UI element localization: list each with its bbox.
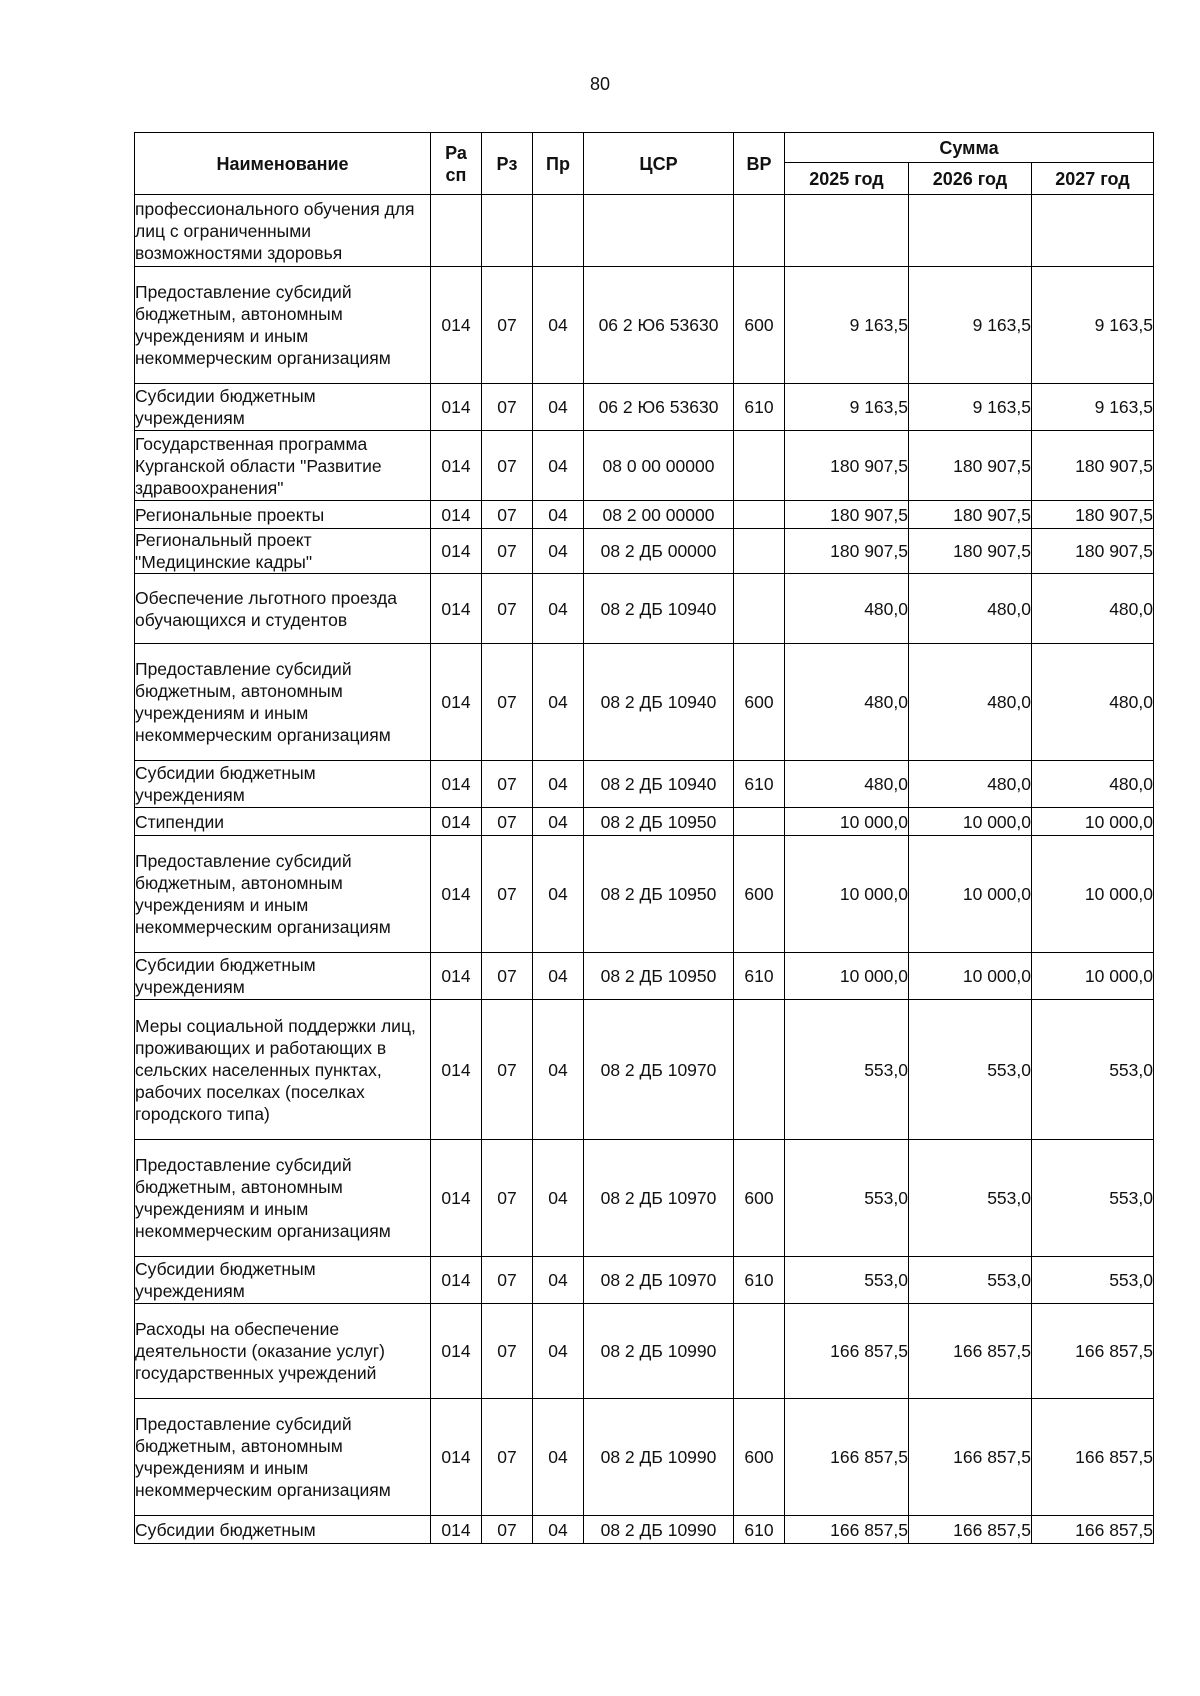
cell-2026: 9 163,5: [909, 384, 1032, 431]
cell-rasp: 014: [431, 1140, 482, 1257]
cell-csr: 08 2 ДБ 10990: [584, 1516, 734, 1544]
cell-pr: 04: [533, 1140, 584, 1257]
cell-2026: 10 000,0: [909, 836, 1032, 953]
cell-name: Меры социальной поддержки лиц, проживающих и работающих в сельских населенных пунктах, рабочих поселках (поселках городского типа): [135, 1000, 431, 1140]
cell-vr: [734, 808, 785, 836]
table-row: [135, 195, 1154, 267]
cell-pr: 04: [533, 431, 584, 501]
cell-vr: 610: [734, 953, 785, 1000]
table-row: [135, 574, 1154, 644]
cell-2027: 480,0: [1032, 761, 1154, 808]
cell-pr: 04: [533, 267, 584, 384]
cell-rasp: 014: [431, 267, 482, 384]
cell-2027: 166 857,5: [1032, 1399, 1154, 1516]
cell-csr: 08 2 ДБ 10950: [584, 808, 734, 836]
cell-2026: [909, 195, 1032, 267]
cell-name: Обеспечение льготного проезда обучающихся и студентов: [135, 574, 431, 644]
cell-2026: 480,0: [909, 644, 1032, 761]
cell-2026: 180 907,5: [909, 501, 1032, 529]
cell-rz: 07: [482, 267, 533, 384]
cell-csr: 08 2 ДБ 10950: [584, 953, 734, 1000]
cell-pr: 04: [533, 1257, 584, 1304]
cell-2025: 480,0: [785, 574, 909, 644]
cell-name: Стипендии: [135, 808, 431, 836]
table-row: [135, 1304, 1154, 1399]
table-row: [135, 529, 1154, 574]
cell-2027: 480,0: [1032, 644, 1154, 761]
cell-2027: 553,0: [1032, 1000, 1154, 1140]
cell-rasp: 014: [431, 431, 482, 501]
cell-pr: [533, 195, 584, 267]
cell-vr: [734, 195, 785, 267]
table-row: [135, 501, 1154, 529]
cell-name: Предоставление субсидий бюджетным, автономным учреждениям и иным некоммерческим организациям: [135, 644, 431, 761]
cell-pr: 04: [533, 808, 584, 836]
cell-2025: 10 000,0: [785, 836, 909, 953]
cell-rasp: 014: [431, 529, 482, 574]
cell-name: Предоставление субсидий бюджетным, автономным учреждениям и иным некоммерческим организациям: [135, 267, 431, 384]
cell-pr: 04: [533, 1000, 584, 1140]
cell-2026: 166 857,5: [909, 1399, 1032, 1516]
cell-rz: 07: [482, 501, 533, 529]
cell-2027: 553,0: [1032, 1140, 1154, 1257]
cell-name: Субсидии бюджетным учреждениям: [135, 384, 431, 431]
cell-2025: 10 000,0: [785, 808, 909, 836]
cell-pr: 04: [533, 953, 584, 1000]
cell-rz: 07: [482, 574, 533, 644]
cell-2025: [785, 195, 909, 267]
cell-name: Субсидии бюджетным учреждениям: [135, 953, 431, 1000]
cell-name: Государственная программа Курганской области "Развитие здравоохранения": [135, 431, 431, 501]
cell-2026: 10 000,0: [909, 808, 1032, 836]
cell-csr: 08 2 ДБ 10970: [584, 1257, 734, 1304]
cell-rasp: 014: [431, 501, 482, 529]
table-row: [135, 267, 1154, 384]
cell-rasp: [431, 195, 482, 267]
table-row: [135, 1399, 1154, 1516]
cell-2026: 9 163,5: [909, 267, 1032, 384]
cell-rasp: 014: [431, 953, 482, 1000]
cell-2025: 553,0: [785, 1000, 909, 1140]
cell-name: Предоставление субсидий бюджетным, автономным учреждениям и иным некоммерческим организациям: [135, 1140, 431, 1257]
cell-rz: 07: [482, 384, 533, 431]
cell-csr: 08 0 00 00000: [584, 431, 734, 501]
cell-csr: 08 2 ДБ 10950: [584, 836, 734, 953]
cell-pr: 04: [533, 1304, 584, 1399]
cell-name: Расходы на обеспечение деятельности (оказание услуг) государственных учреждений: [135, 1304, 431, 1399]
cell-pr: 04: [533, 529, 584, 574]
cell-vr: [734, 574, 785, 644]
cell-rasp: 014: [431, 1399, 482, 1516]
table-row: [135, 431, 1154, 501]
cell-2026: 480,0: [909, 761, 1032, 808]
cell-2027: 10 000,0: [1032, 953, 1154, 1000]
cell-2026: 166 857,5: [909, 1304, 1032, 1399]
cell-2027: 180 907,5: [1032, 501, 1154, 529]
cell-vr: 600: [734, 836, 785, 953]
cell-name: Субсидии бюджетным учреждениям: [135, 761, 431, 808]
cell-csr: [584, 195, 734, 267]
table-row: [135, 953, 1154, 1000]
cell-rasp: 014: [431, 808, 482, 836]
cell-2025: 553,0: [785, 1140, 909, 1257]
cell-rasp: 014: [431, 1304, 482, 1399]
cell-vr: 600: [734, 1140, 785, 1257]
cell-rz: 07: [482, 529, 533, 574]
cell-2026: 480,0: [909, 574, 1032, 644]
cell-vr: 600: [734, 267, 785, 384]
header-name: Наименование: [135, 133, 431, 195]
cell-rasp: 014: [431, 1000, 482, 1140]
cell-name: Субсидии бюджетным: [135, 1516, 431, 1544]
table-row: [135, 808, 1154, 836]
header-rasp: Ра сп: [431, 133, 482, 195]
cell-csr: 08 2 ДБ 10990: [584, 1304, 734, 1399]
cell-2027: 10 000,0: [1032, 836, 1154, 953]
cell-rasp: 014: [431, 384, 482, 431]
table-row: [135, 836, 1154, 953]
header-csr: ЦСР: [584, 133, 734, 195]
cell-rz: 07: [482, 808, 533, 836]
cell-name: Региональные проекты: [135, 501, 431, 529]
cell-pr: 04: [533, 1516, 584, 1544]
budget-table: [134, 132, 1154, 1544]
header-sum: Сумма: [785, 133, 1154, 163]
cell-rasp: 014: [431, 836, 482, 953]
cell-rz: 07: [482, 1399, 533, 1516]
cell-csr: 08 2 ДБ 10970: [584, 1140, 734, 1257]
cell-rz: 07: [482, 1304, 533, 1399]
cell-2026: 10 000,0: [909, 953, 1032, 1000]
cell-2027: 9 163,5: [1032, 384, 1154, 431]
cell-rz: 07: [482, 644, 533, 761]
cell-rz: 07: [482, 1257, 533, 1304]
page-number: 80: [589, 74, 611, 94]
table-row: [135, 1000, 1154, 1140]
cell-pr: 04: [533, 574, 584, 644]
cell-2026: 553,0: [909, 1257, 1032, 1304]
cell-vr: [734, 1304, 785, 1399]
cell-2025: 480,0: [785, 644, 909, 761]
cell-2025: 180 907,5: [785, 501, 909, 529]
cell-vr: [734, 529, 785, 574]
cell-csr: 08 2 ДБ 00000: [584, 529, 734, 574]
cell-2025: 180 907,5: [785, 529, 909, 574]
cell-pr: 04: [533, 1399, 584, 1516]
cell-pr: 04: [533, 501, 584, 529]
table-row: [135, 644, 1154, 761]
cell-2027: 10 000,0: [1032, 808, 1154, 836]
cell-vr: 600: [734, 1399, 785, 1516]
cell-csr: 08 2 ДБ 10940: [584, 574, 734, 644]
cell-2026: 180 907,5: [909, 529, 1032, 574]
cell-2026: 553,0: [909, 1000, 1032, 1140]
cell-rz: 07: [482, 431, 533, 501]
header-vr: ВР: [734, 133, 785, 195]
cell-2025: 180 907,5: [785, 431, 909, 501]
cell-rasp: 014: [431, 644, 482, 761]
cell-2025: 9 163,5: [785, 267, 909, 384]
cell-rz: 07: [482, 1516, 533, 1544]
cell-csr: 06 2 Ю6 53630: [584, 384, 734, 431]
cell-2026: 166 857,5: [909, 1516, 1032, 1544]
cell-csr: 08 2 ДБ 10940: [584, 761, 734, 808]
cell-rz: 07: [482, 836, 533, 953]
cell-2027: 180 907,5: [1032, 431, 1154, 501]
cell-name: Региональный проект "Медицинские кадры": [135, 529, 431, 574]
cell-vr: [734, 501, 785, 529]
cell-2025: 480,0: [785, 761, 909, 808]
cell-pr: 04: [533, 761, 584, 808]
cell-2026: 180 907,5: [909, 431, 1032, 501]
cell-2027: 9 163,5: [1032, 267, 1154, 384]
cell-2025: 166 857,5: [785, 1516, 909, 1544]
cell-pr: 04: [533, 384, 584, 431]
cell-2027: 180 907,5: [1032, 529, 1154, 574]
cell-vr: [734, 431, 785, 501]
cell-2025: 166 857,5: [785, 1399, 909, 1516]
header-year-2026: 2026 год: [909, 163, 1032, 195]
cell-name: Предоставление субсидий бюджетным, автономным учреждениям и иным некоммерческим организациям: [135, 1399, 431, 1516]
cell-name: Предоставление субсидий бюджетным, автономным учреждениям и иным некоммерческим организациям: [135, 836, 431, 953]
cell-rasp: 014: [431, 1516, 482, 1544]
cell-rasp: 014: [431, 761, 482, 808]
header-year-2027: 2027 год: [1032, 163, 1154, 195]
table-row: [135, 1257, 1154, 1304]
cell-rz: 07: [482, 953, 533, 1000]
cell-rz: [482, 195, 533, 267]
cell-vr: 610: [734, 384, 785, 431]
cell-csr: 06 2 Ю6 53630: [584, 267, 734, 384]
cell-name: Субсидии бюджетным учреждениям: [135, 1257, 431, 1304]
cell-2025: 10 000,0: [785, 953, 909, 1000]
cell-vr: 600: [734, 644, 785, 761]
header-rz: Рз: [482, 133, 533, 195]
cell-2025: 553,0: [785, 1257, 909, 1304]
cell-csr: 08 2 00 00000: [584, 501, 734, 529]
cell-2027: 553,0: [1032, 1257, 1154, 1304]
table-row: [135, 1516, 1154, 1544]
header-year-2025: 2025 год: [785, 163, 909, 195]
cell-2027: 166 857,5: [1032, 1304, 1154, 1399]
table-body: [135, 195, 1154, 1544]
cell-2027: 480,0: [1032, 574, 1154, 644]
cell-name: профессионального обучения для лиц с ограниченными возможностями здоровья: [135, 195, 431, 267]
cell-vr: 610: [734, 761, 785, 808]
cell-vr: 610: [734, 1516, 785, 1544]
cell-2025: 9 163,5: [785, 384, 909, 431]
cell-rasp: 014: [431, 1257, 482, 1304]
cell-rasp: 014: [431, 574, 482, 644]
cell-rz: 07: [482, 1000, 533, 1140]
cell-csr: 08 2 ДБ 10940: [584, 644, 734, 761]
cell-pr: 04: [533, 644, 584, 761]
cell-csr: 08 2 ДБ 10990: [584, 1399, 734, 1516]
cell-2027: 166 857,5: [1032, 1516, 1154, 1544]
cell-2026: 553,0: [909, 1140, 1032, 1257]
cell-rz: 07: [482, 761, 533, 808]
cell-csr: 08 2 ДБ 10970: [584, 1000, 734, 1140]
cell-pr: 04: [533, 836, 584, 953]
cell-vr: 610: [734, 1257, 785, 1304]
table-row: [135, 1140, 1154, 1257]
cell-2025: 166 857,5: [785, 1304, 909, 1399]
table-row: [135, 761, 1154, 808]
header-pr: Пр: [533, 133, 584, 195]
cell-vr: [734, 1000, 785, 1140]
cell-2027: [1032, 195, 1154, 267]
table-row: [135, 384, 1154, 431]
cell-rz: 07: [482, 1140, 533, 1257]
